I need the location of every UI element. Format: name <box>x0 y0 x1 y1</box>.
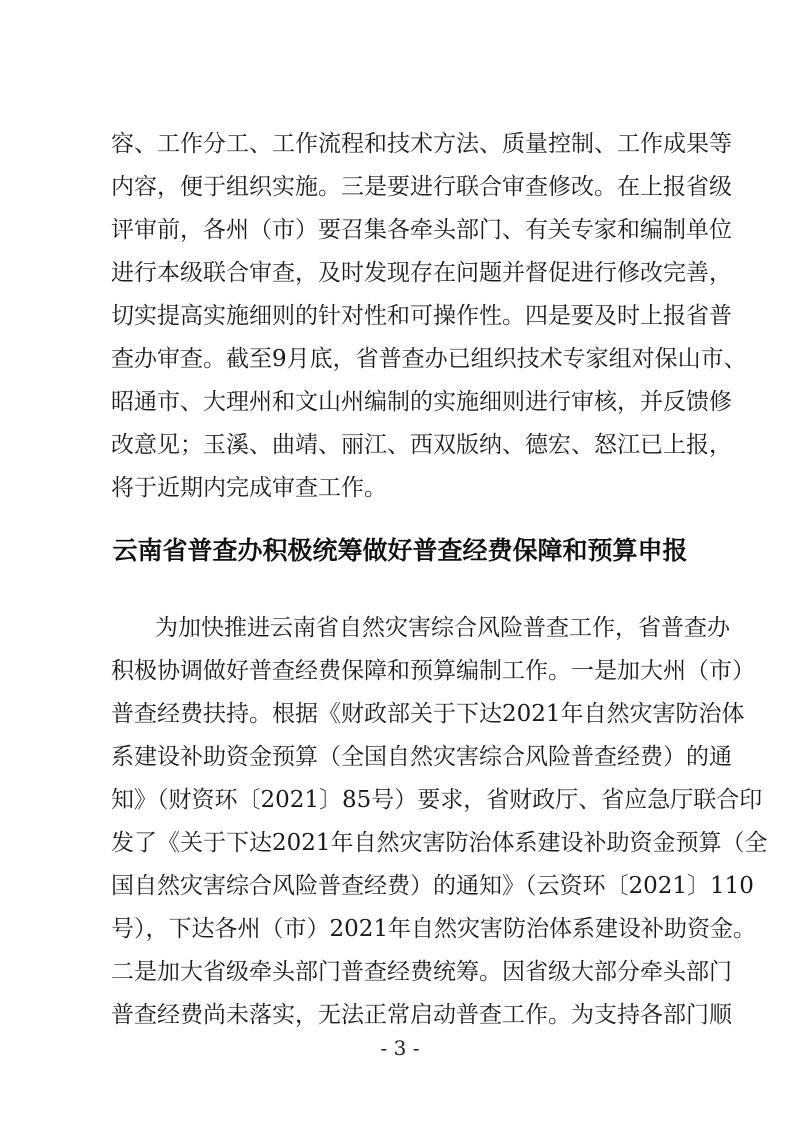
page-number: - 3 - <box>380 1036 420 1060</box>
paragraph-line: 容、工作分工、工作流程和技术方法、质量控制、工作成果等 <box>111 131 732 157</box>
paragraph-line: 查办审查。截至9月底，省普查办已组织技术专家组对保山市、 <box>111 346 747 372</box>
paragraph-line: 内容，便于组织实施。三是要进行联合审查修改。在上报省级 <box>111 174 732 200</box>
paragraph-line: 昭通市、大理州和文山州编制的实施细则进行审核，并反馈修 <box>111 389 732 415</box>
paragraph-line: 积极协调做好普查经费保障和预算编制工作。一是加大州（市） <box>111 658 755 684</box>
paragraph-line: 知》（财资环〔2021〕85号）要求，省财政厅、省应急厅联合印 <box>111 787 763 813</box>
paragraph-line: 进行本级联合审查，及时发现存在问题并督促进行修改完善， <box>111 260 732 286</box>
paragraph-line: 发了《关于下达2021年自然灾害防治体系建设补助资金预算（全 <box>111 830 768 856</box>
section-heading: 云南省普查办积极统筹做好普查经费保障和预算申报 <box>112 536 688 565</box>
paragraph-line: 国自然灾害综合风险普查经费）的通知》（云资环〔2021〕110 <box>111 873 754 899</box>
paragraph-line: 评审前，各州（市）要召集各牵头部门、有关专家和编制单位 <box>111 217 732 243</box>
paragraph-line: 普查经费尚未落实，无法正常启动普查工作。为支持各部门顺 <box>111 1002 732 1028</box>
paragraph-line: 为加快推进云南省自然灾害综合风险普查工作，省普查办 <box>155 615 730 641</box>
paragraph-line: 切实提高实施细则的针对性和可操作性。四是要及时上报省普 <box>111 303 732 329</box>
paragraph-line: 将于近期内完成审查工作。 <box>111 475 387 501</box>
paragraph-line: 系建设补助资金预算（全国自然灾害综合风险普查经费）的通 <box>111 744 732 770</box>
paragraph-line: 二是加大省级牵头部门普查经费统筹。因省级大部分牵头部门 <box>111 959 732 985</box>
paragraph-line: 改意见；玉溪、曲靖、丽江、西双版纳、德宏、怒江已上报， <box>111 432 732 458</box>
paragraph-line: 普查经费扶持。根据《财政部关于下达2021年自然灾害防治体 <box>111 701 745 727</box>
paragraph-line: 号），下达各州（市）2021年自然灾害防治体系建设补助资金。 <box>111 916 757 942</box>
